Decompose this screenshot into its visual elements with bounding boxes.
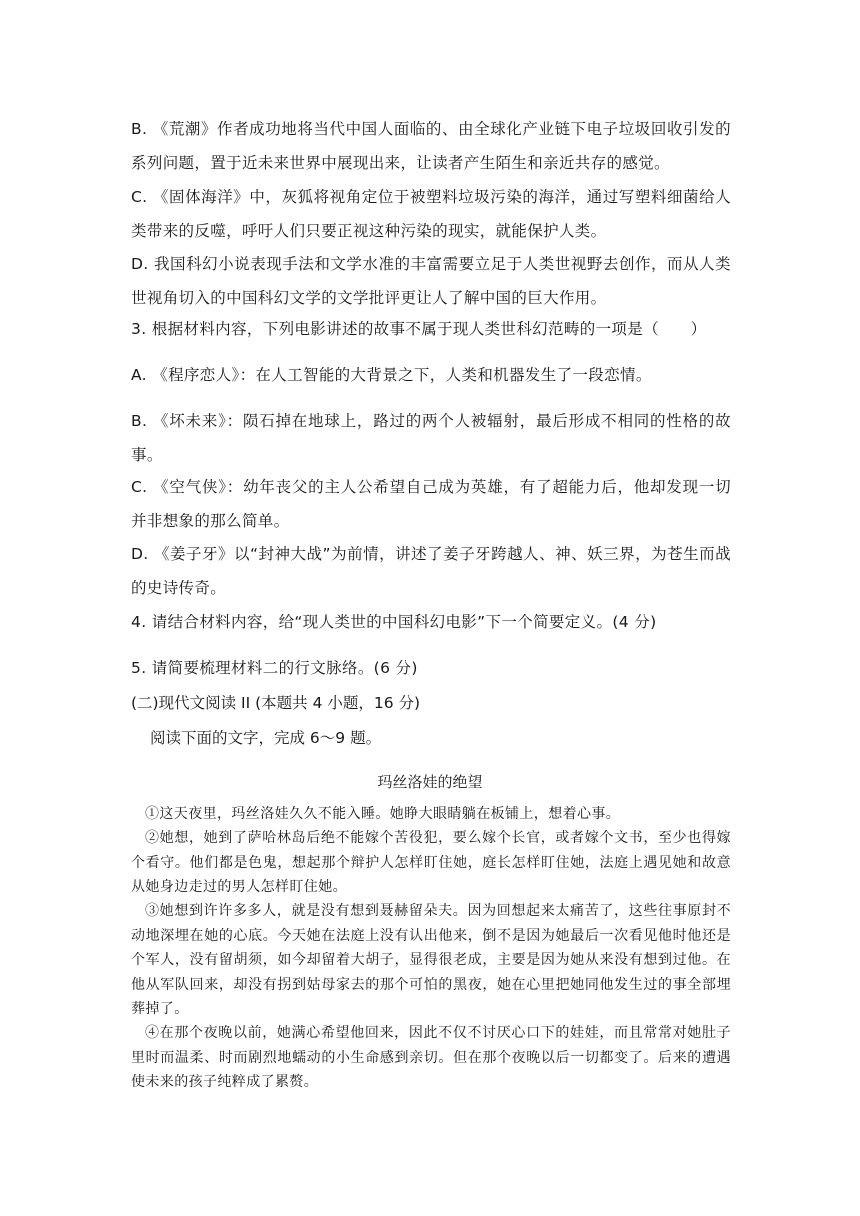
option-3b: B. 《坏未来》：陨石掉在地球上，路过的两个人被辐射，最后形成不相同的性格的故事。 [131,412,731,464]
option-2b: B. 《荒潮》作者成功地将当代中国人面临的、由全球化产业链下电子垃圾回收引发的系列问题，置于近未来世界中展现出来，让读者产生陌生和亲近共存的感觉。 [131,120,731,172]
option-2c: C. 《固体海洋》中，灰狐将视角定位于被塑料垃圾污染的海洋，通过写塑料细菌给人类带来的反噬，呼吁人们只要正视这种污染的现实，就能保护人类。 [131,188,731,240]
section-heading: (二)现代文阅读 II (本题共 4 小题，16 分) [131,694,421,712]
story-title: 玛丝洛娃的绝望 [377,773,483,791]
section-intro: 阅读下面的文字，完成 6～9 题。 [150,729,382,747]
story-paragraph-1: ①这天夜里，玛丝洛娃久久不能入睡。她睁大眼睛躺在板铺上，想着心事。 [145,806,621,822]
story-paragraph-3: ③她想到许许多多人，就是没有想到聂赫留朵夫。因为回想起来太痛苦了，这些往事原封不动地深埋在她的心底。今天她在法庭上没有认出他来，倒不是因为她最后一次看见他时他还是个军人，没有留胡须，如今却留着大胡子，显得很老成，主要是因为她从来没有想到过他。在他从军队回来，却没有拐到姑母家去的那个可怕的黑夜，她在心里把她同他发生过的事全部埋葬掉了。 [131,903,731,1017]
option-2d: D. 我国科幻小说表现手法和文学水准的丰富需要立足于人类世视野去创作，而从人类世视角切入的中国科幻文学的文学批评更让人了解中国的巨大作用。 [131,255,731,307]
story-paragraph-2: ②她想，她到了萨哈林岛后绝不能嫁个苦役犯，要么嫁个长官，或者嫁个文书，至少也得嫁个看守。他们都是色鬼，想起那个辩护人怎样盯住她，庭长怎样盯住她，法庭上遇见她和故意从她身边走过的男人怎样盯住她。 [131,830,731,895]
question-5: 5. 请简要梳理材料二的行文脉络。(6 分) [131,659,418,677]
option-3c: C. 《空气侠》：幼年丧父的主人公希望自己成为英雄，有了超能力后，他却发现一切并非想象的那么简单。 [131,478,731,530]
option-3d: D. 《姜子牙》以“封神大战”为前情，讲述了姜子牙跨越人、神、妖三界，为苍生而战的史诗传奇。 [131,545,731,597]
option-3a: A. 《程序恋人》：在人工智能的大背景之下，人类和机器发生了一段恋情。 [131,366,652,384]
question-3-stem: 3. 根据材料内容，下列电影讲述的故事不属于现人类世科幻范畴的一项是（ ） [131,320,707,338]
question-4: 4. 请结合材料内容，给“现人类世的中国科幻电影”下一个简要定义。(4 分) [131,613,657,631]
story-paragraph-4: ④在那个夜晚以前，她满心希望他回来，因此不仅不讨厌心口下的娃娃，而且常常对她肚子里时而温柔、时而剧烈地蠕动的小生命感到亲切。但在那个夜晚以后一切都变了。后来的遭遇使未来的孩子纯粹成了累赘。 [131,1025,731,1090]
